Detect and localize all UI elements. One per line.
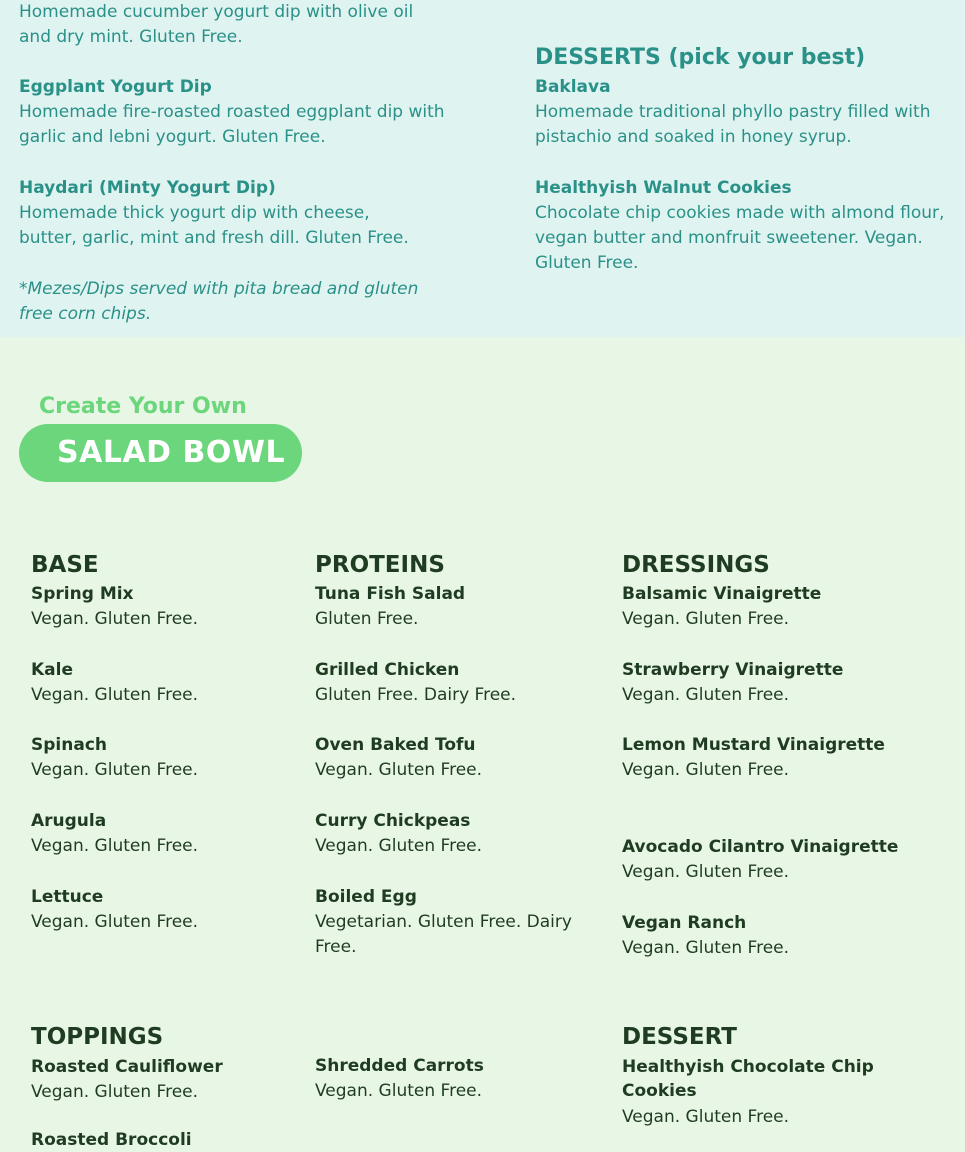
base-item-description: Vegan. Gluten Free. <box>31 912 199 932</box>
toppings-title: TOPPINGS <box>31 1024 164 1050</box>
base-title: BASE <box>31 552 99 578</box>
topping-item-name: Shredded Carrots <box>315 1056 484 1076</box>
dressing-item-description: Vegan. Gluten Free. <box>622 938 790 958</box>
protein-item-name: Curry Chickpeas <box>315 811 471 831</box>
meze-haydari-name: Haydari (Minty Yogurt Dip) <box>19 178 276 198</box>
salad-subtitle: Create Your Own <box>39 394 247 419</box>
meze-eggplant-dip-name: Eggplant Yogurt Dip <box>19 77 212 97</box>
dressing-item-description: Vegan. Gluten Free. <box>622 609 790 629</box>
dessert-item-name: Healthyish Chocolate Chip Cookies <box>622 1057 874 1101</box>
protein-item-description: Vegan. Gluten Free. <box>315 836 483 856</box>
protein-item-name: Tuna Fish Salad <box>315 584 466 604</box>
dressings-title: DRESSINGS <box>622 552 770 578</box>
protein-item-description: Gluten Free. Dairy Free. <box>315 685 517 705</box>
base-item-name: Spring Mix <box>31 584 134 604</box>
base-item-name: Lettuce <box>31 887 104 907</box>
dessert-baklava-name: Baklava <box>535 77 611 97</box>
dressing-item-description: Vegan. Gluten Free. <box>622 862 790 882</box>
dressing-item-description: Vegan. Gluten Free. <box>622 685 790 705</box>
base-item-name: Kale <box>31 660 74 680</box>
topping-item-name: Roasted Cauliflower <box>31 1057 223 1077</box>
meze-eggplant-dip-description: Homemade fire-roasted roasted eggplant dip with garlic and lebni yogurt. Gluten Free. <box>19 102 445 147</box>
dressing-item-name: Vegan Ranch <box>622 913 747 933</box>
base-item-description: Vegan. Gluten Free. <box>31 685 199 705</box>
dessert-item-description: Vegan. Gluten Free. <box>622 1107 790 1127</box>
base-item-name: Arugula <box>31 811 107 831</box>
protein-item-description: Vegan. Gluten Free. <box>315 760 483 780</box>
base-item-name: Spinach <box>31 735 107 755</box>
mezes-note: *Mezes/Dips served with pita bread and gluten free corn chips. <box>19 279 419 324</box>
protein-item-description: Vegetarian. Gluten Free. Dairy Free. <box>315 912 572 957</box>
topping-item-name: Roasted Broccoli <box>31 1130 192 1150</box>
dressing-item-name: Strawberry Vinaigrette <box>622 660 844 680</box>
dessert-walnut-cookies-name: Healthyish Walnut Cookies <box>535 178 792 198</box>
protein-item-name: Boiled Egg <box>315 887 417 907</box>
base-item-description: Vegan. Gluten Free. <box>31 609 199 629</box>
desserts-title: DESSERTS (pick your best) <box>535 45 866 70</box>
proteins-title: PROTEINS <box>315 552 445 578</box>
dessert-walnut-cookies-description: Chocolate chip cookies made with almond flour, vegan butter and monfruit sweetener. Vegan. Gluten Free. <box>535 203 945 273</box>
dessert-title: DESSERT <box>622 1024 737 1050</box>
base-item-description: Vegan. Gluten Free. <box>31 836 199 856</box>
dressing-item-name: Lemon Mustard Vinaigrette <box>622 735 885 755</box>
dressing-item-name: Avocado Cilantro Vinaigrette <box>622 837 899 857</box>
topping-item-description: Vegan. Gluten Free. <box>315 1081 483 1101</box>
salad-bowl-title: SALAD BOWL <box>57 435 286 470</box>
dressing-item-name: Balsamic Vinaigrette <box>622 584 822 604</box>
meze-haydari-description: Homemade thick yogurt dip with cheese, butter, garlic, mint and fresh dill. Gluten Free. <box>19 203 409 248</box>
protein-item-name: Grilled Chicken <box>315 660 460 680</box>
protein-item-description: Gluten Free. <box>315 609 419 629</box>
dessert-baklava-description: Homemade traditional phyllo pastry filled with pistachio and soaked in honey syrup. <box>535 102 931 147</box>
base-item-description: Vegan. Gluten Free. <box>31 760 199 780</box>
dressing-item-description: Vegan. Gluten Free. <box>622 760 790 780</box>
topping-item-description: Vegan. Gluten Free. <box>31 1082 199 1102</box>
protein-item-name: Oven Baked Tofu <box>315 735 476 755</box>
meze-cucumber-dip-description: Homemade cucumber yogurt dip with olive oil and dry mint. Gluten Free. <box>19 2 414 47</box>
